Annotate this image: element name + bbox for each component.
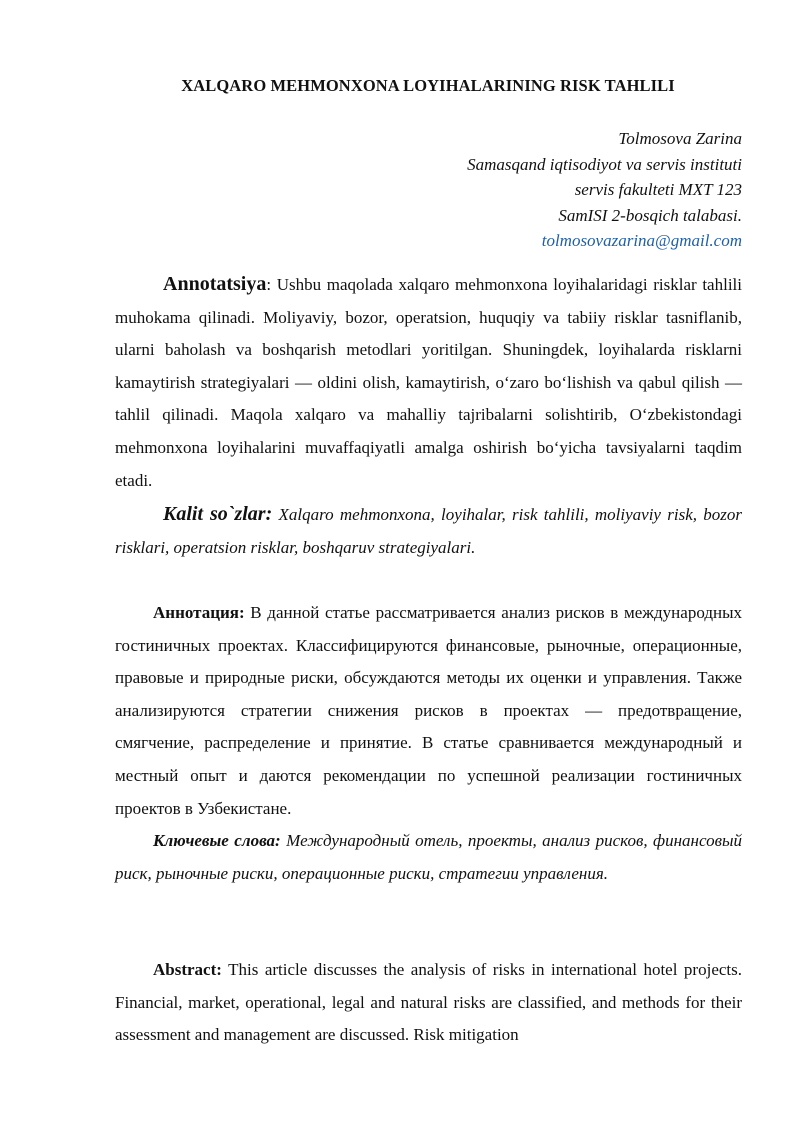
annotation-uz-label: Annotatsiya [163, 273, 267, 295]
keywords-ru-label: Ключевые слова: [153, 831, 281, 850]
abstract-en-label: Abstract: [153, 960, 222, 979]
author-email-link[interactable]: tolmosovazarina@gmail.com [541, 231, 742, 250]
author-status: SamISI 2-bosqich talabasi. [558, 205, 742, 225]
keywords-uz-text: Xalqaro mehmonxona, loyihalar, risk tahlili, moliyaviy risk, bozor risklari, operatsion risklar, boshqaruv strategiyalari. [115, 505, 742, 557]
keywords-uz-label: Kalit so`zlar: [163, 503, 273, 525]
paper-title: XALQARO MEHMONXONA LOYIHALARINING RISK TAHLILI [181, 76, 675, 95]
author-faculty: servis fakulteti MXT 123 [574, 180, 742, 199]
annotation-uz-text: : Ushbu maqolada xalqaro mehmonxona loyihalaridagi risklar tahlili muhokama qilinadi. Moliyaviy, bozor, operatsion, huquqiy va tabiiy risklar tasniflanib, ularni baholash va boshqarish metodlari yoritilgan. Shuningdek, loyihalarda risklarni kamaytirish strategiyalari — oldini olish, kamaytirish, oʻzaro boʻlishish va qabul qilish — tahlil qilinadi. Maqola xalqaro va mahalliy tajribalarni solishtirib, Oʻzbekistondagi mehmonxona loyihalarini muvaffaqiyatli amalga oshirish boʻyicha tavsiyalarni taqdim etadi. [115, 275, 742, 490]
keywords-uz [115, 498, 742, 564]
abstract-en-text: This article discusses the analysis of risks in international hotel projects. Financial, market, operational, legal and natural risks are classified, and methods for their assessment and management are discussed. Risk mitigation [115, 960, 742, 1045]
author-institution: Samasqand iqtisodiyot va servis instituti [467, 154, 742, 174]
abstract-en [115, 954, 742, 1052]
keywords-ru [115, 825, 742, 890]
annotation-ru-label: Аннотация: [153, 603, 245, 622]
annotation-uz [115, 268, 742, 497]
annotation-ru-text: В данной статье рассматривается анализ рисков в международных гостиничных проектах. Классифицируются финансовые, рыночные, операционные, правовые и природные риски, обсуждаются методы их оценки и управления. Также анализируются стратегии снижения рисков в проектах — предотвращение, смягчение, распределение и принятие. В статье сравнивается международный и местный опыт и даются рекомендации по успешной реализации гостиничных проектов в Узбекистане. [115, 603, 742, 818]
author-name: Tolmosova Zarina [618, 129, 742, 148]
author-block [467, 126, 742, 254]
annotation-ru [115, 597, 742, 825]
keywords-ru-text: Международный отель, проекты, анализ рисков, финансовый риск, рыночные риски, операционные риски, стратегии управления. [115, 831, 742, 883]
